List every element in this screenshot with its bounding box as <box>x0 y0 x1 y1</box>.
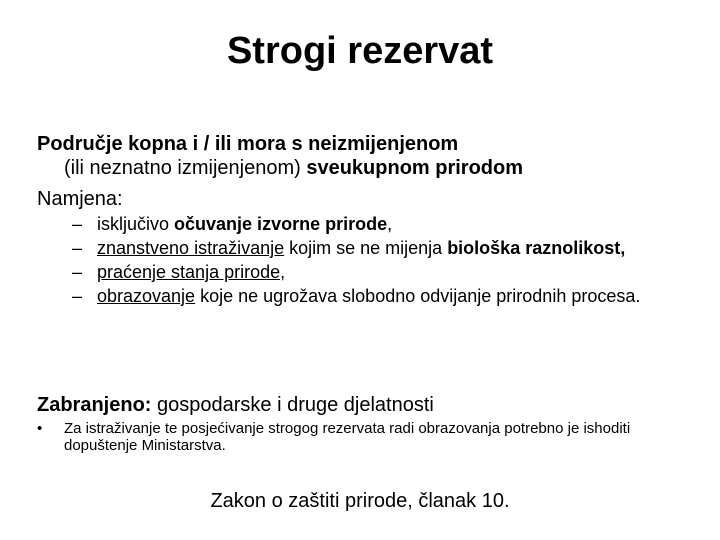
purpose-item-4 <box>72 286 692 307</box>
page-title: Strogi rezervat <box>226 30 494 72</box>
prohibited-label: Zabranjeno: <box>37 394 152 416</box>
definition-line-1: Područje kopna i / ili mora s neizmijenjenom <box>37 133 459 155</box>
definition-line-2-bold: sveukupnom prirodom <box>306 157 524 179</box>
bullet-marker: • <box>37 420 43 437</box>
purpose-item-2 <box>72 238 692 259</box>
definition-line-2-plain: (ili neznatno izmijenjenom) <box>64 157 307 179</box>
dash-marker: – <box>72 214 83 234</box>
purpose-item-1-a: isključivo <box>97 214 175 234</box>
purpose-item-2-c: biološka raznolikost, <box>447 238 626 258</box>
legal-source: Zakon o zaštiti prirode, članak 10. <box>210 490 510 512</box>
purpose-item-1-b: očuvanje izvorne prirode <box>174 214 388 234</box>
prohibited-value: gospodarske i druge djelatnosti <box>151 394 434 416</box>
purpose-item-4-b: koje ne ugrožava slobodno odvijanje prirodnih procesa. <box>195 286 641 306</box>
purpose-item-2-a: znanstveno istraživanje <box>97 238 285 258</box>
permit-note-text: Za istraživanje te posjećivanje strogog rezervata radi obrazovanja potrebno je ishoditi dopuštenje Ministarstva. <box>64 420 631 454</box>
purpose-item-4-a: obrazovanje <box>97 286 196 306</box>
definition-text <box>37 132 697 180</box>
purpose-item-2-b: kojim se ne mijenja <box>284 238 448 258</box>
dash-marker: – <box>72 238 83 258</box>
dash-marker: – <box>72 262 83 282</box>
purpose-item-1 <box>72 214 692 235</box>
purpose-item-1-c: , <box>387 214 393 234</box>
permit-note <box>37 420 687 454</box>
prohibited-text <box>37 393 697 417</box>
purpose-list <box>72 214 692 310</box>
definition-line-2 <box>37 156 697 180</box>
purpose-item-3 <box>72 262 692 283</box>
dash-marker: – <box>72 286 83 306</box>
purpose-item-3-a: praćenje stanja prirode, <box>97 262 286 282</box>
purpose-label: Namjena: <box>37 188 123 210</box>
